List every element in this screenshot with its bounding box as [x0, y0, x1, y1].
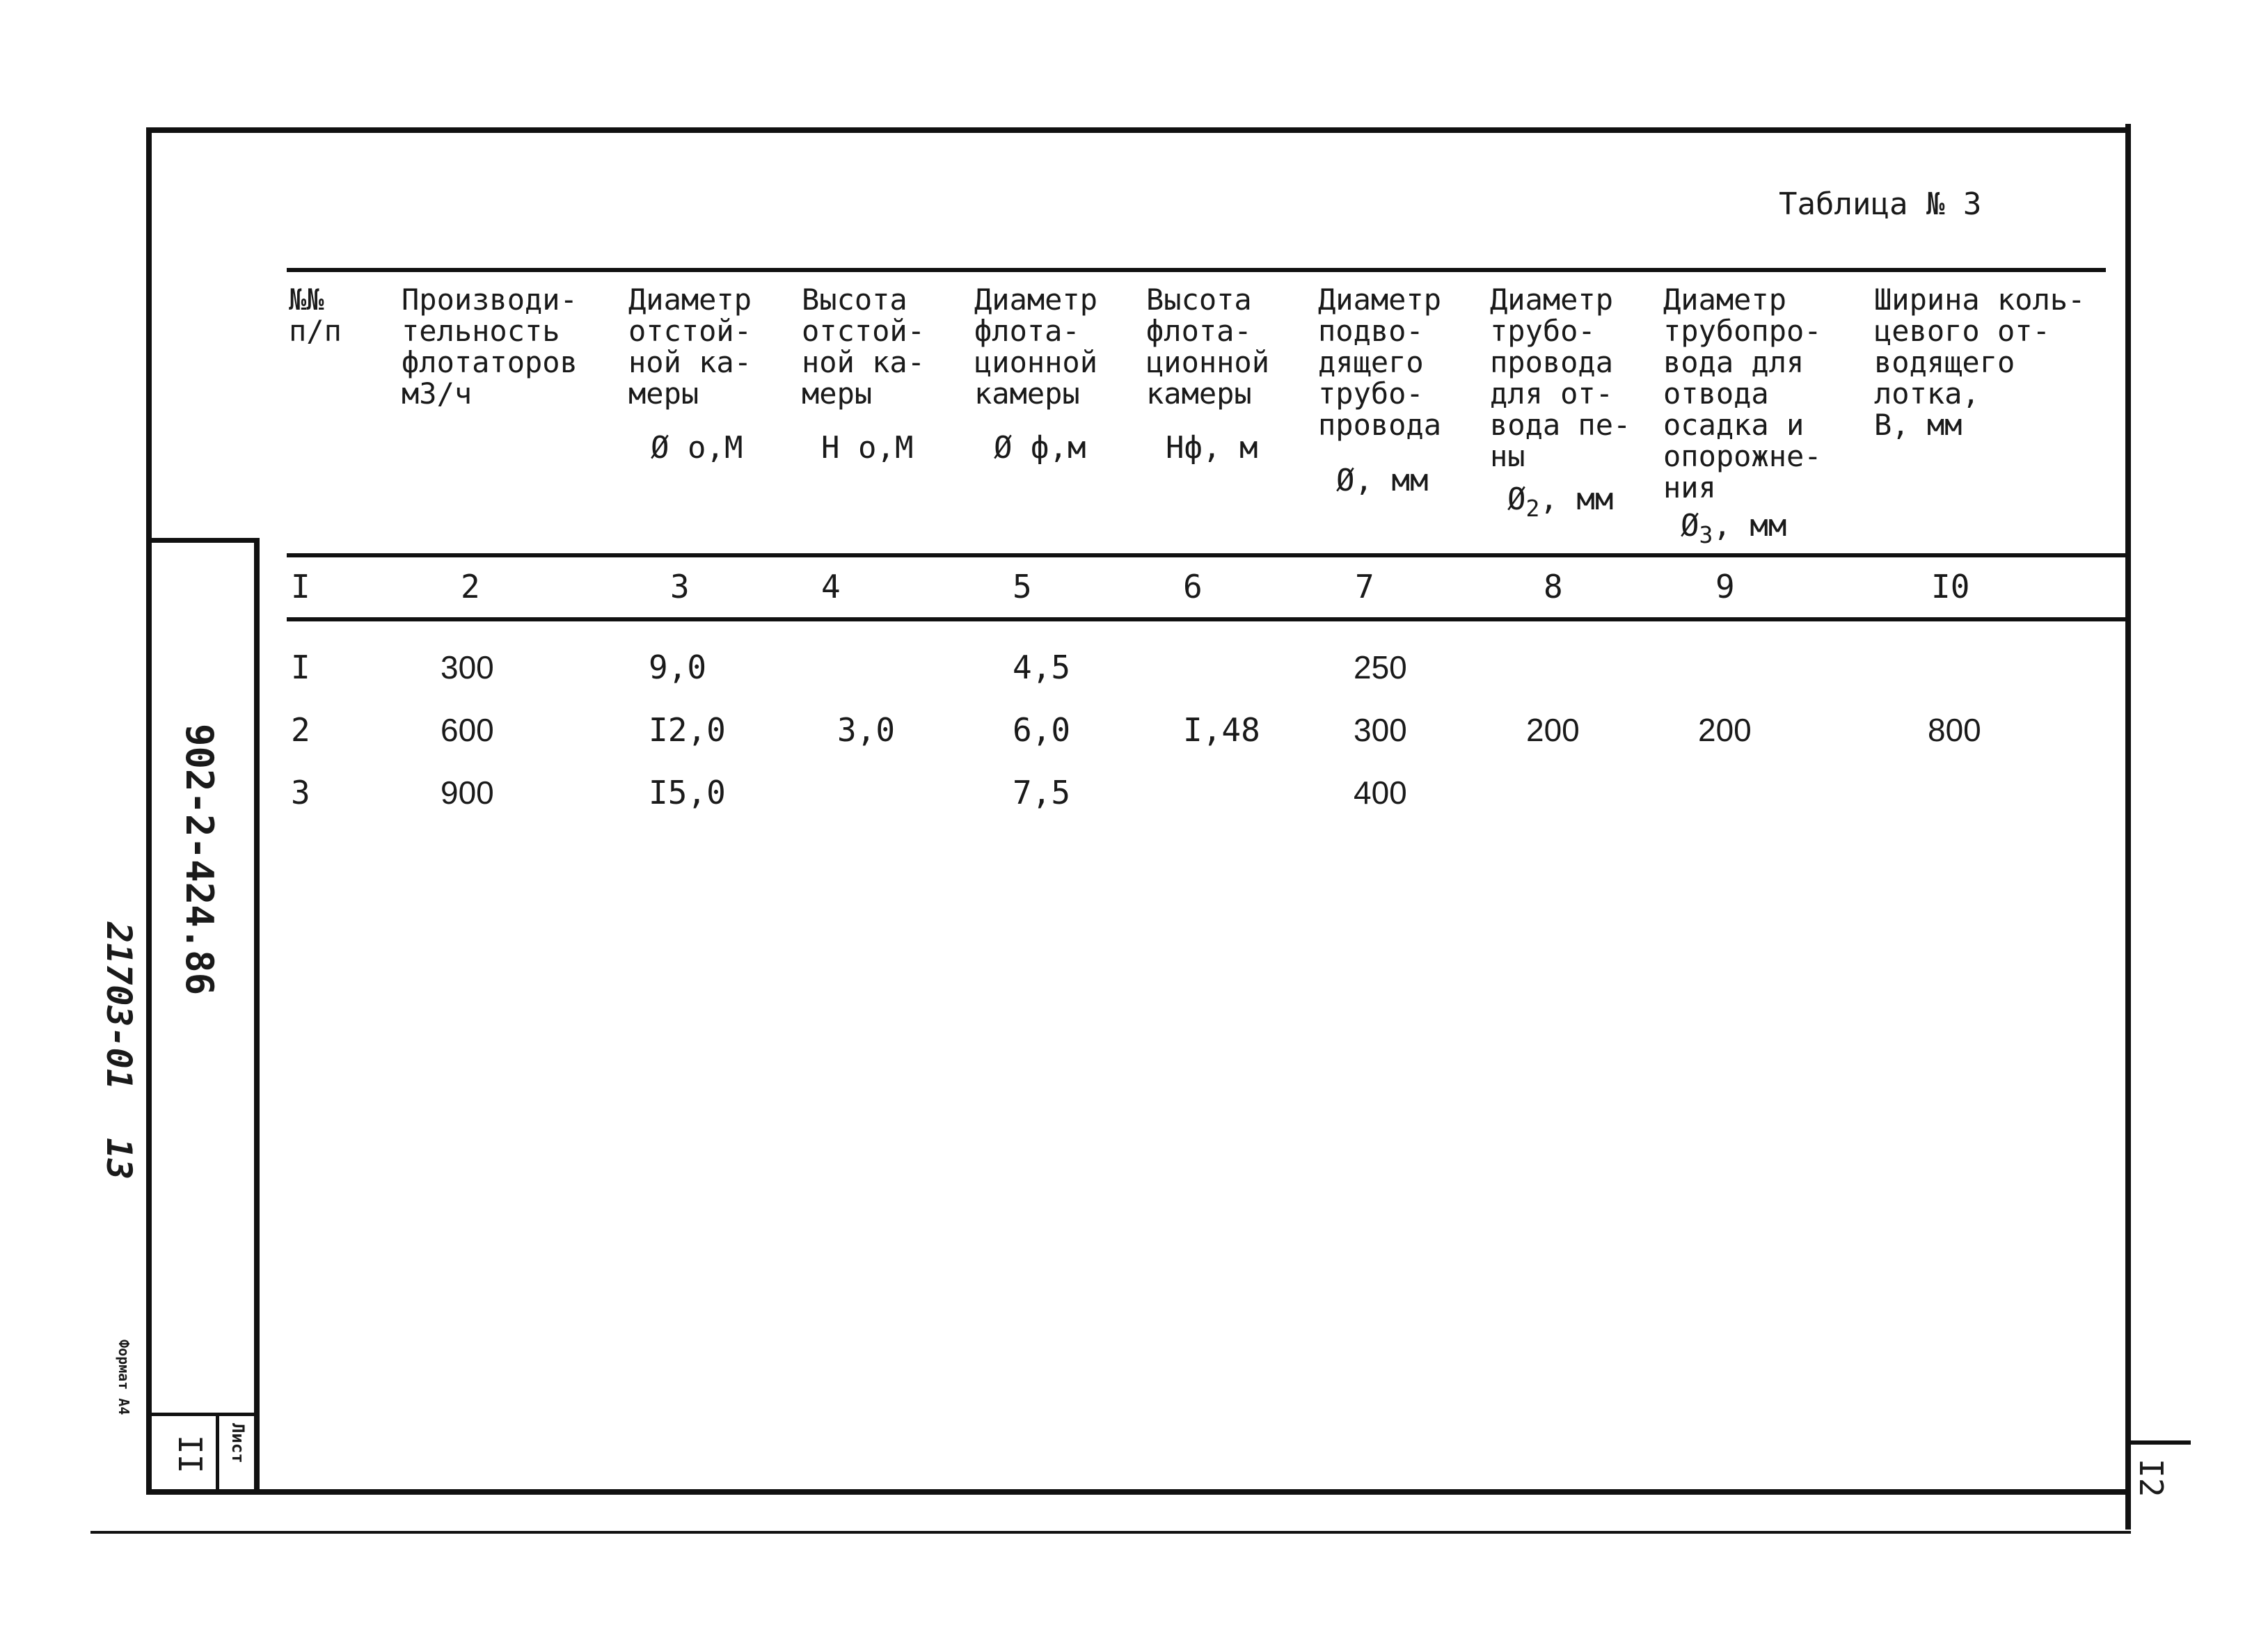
- row-1-inlet-pipe: 250: [1354, 649, 1407, 685]
- frame-bottom-border: [146, 1489, 2131, 1495]
- header-col-9: Диаметр трубопро- вода для отвода осадка и опорожне- ния: [1663, 283, 1822, 505]
- column-number-5: 5: [1013, 568, 1032, 605]
- header-symbol-col-5: Ø ф,м: [994, 430, 1086, 466]
- header-col-10: Ширина коль- цевого от- водящего лотка, В, мм: [1874, 283, 2086, 442]
- column-number-1: I: [291, 568, 310, 605]
- margin-inventory-number: 21703-01: [99, 922, 139, 1090]
- column-number-9: 9: [1715, 568, 1735, 605]
- column-number-7: 7: [1355, 568, 1374, 605]
- stamp-sheet-vdivider: [216, 1413, 219, 1493]
- header-symbol-col-4: Н о,М: [821, 430, 914, 466]
- header-col-6: Высота флота- ционной камеры: [1146, 283, 1270, 411]
- header-col-5: Диаметр флота- ционной камеры: [974, 283, 1098, 411]
- row-2-flotation-height: I,48: [1183, 711, 1260, 749]
- row-2-foam-pipe: 200: [1526, 712, 1580, 748]
- row-1-number: I: [291, 649, 310, 686]
- column-number-10: I0: [1931, 568, 1970, 605]
- row-2-number: 2: [291, 711, 310, 749]
- header-col-8: Диаметр трубо- провода для от- вода пе- ны: [1490, 283, 1631, 473]
- page-number: I2: [2132, 1459, 2170, 1498]
- margin-copy-number: 13: [99, 1138, 139, 1180]
- column-number-8: 8: [1544, 568, 1563, 605]
- table-title: Таблица № 3: [1779, 186, 1982, 222]
- header-symbol-col-9: $Ø_3$, мм: [1681, 508, 1787, 548]
- row-2-settling-diameter: I2,0: [649, 711, 726, 749]
- header-col-2: Производи- тельность флотаторов м3/ч: [402, 283, 578, 411]
- row-3-number: 3: [291, 774, 310, 811]
- stamp-sheet-number: II: [171, 1435, 209, 1474]
- frame-top-border: [146, 127, 2131, 133]
- outer-bottom-line: [90, 1531, 2131, 1534]
- row-2-capacity: 600: [441, 712, 494, 748]
- header-symbol-col-6: Нф, м: [1166, 430, 1258, 466]
- row-2-flotation-diameter: 6,0: [1013, 711, 1071, 749]
- stamp-right-border: [254, 538, 260, 1495]
- row-1-flotation-diameter: 4,5: [1013, 649, 1071, 686]
- header-col-7: Диаметр подво- дящего трубо- провода: [1318, 283, 1442, 442]
- header-col-1: №№ п/п: [289, 283, 342, 348]
- margin-format-label: Формат А4: [116, 1340, 132, 1415]
- header-symbol-col-7: Ø, мм: [1336, 463, 1429, 498]
- stamp-sheet-divider: [146, 1413, 259, 1416]
- stamp-top-border: [146, 538, 259, 543]
- column-number-4: 4: [821, 568, 841, 605]
- stamp-sheet-label: Лист: [228, 1423, 248, 1463]
- row-3-settling-diameter: I5,0: [649, 774, 726, 811]
- row-2-settling-height: 3,0: [837, 711, 896, 749]
- column-number-6: 6: [1183, 568, 1203, 605]
- row-2-sludge-pipe: 200: [1698, 712, 1752, 748]
- header-symbol-col-8: $Ø_2$, мм: [1507, 482, 1614, 522]
- frame-right-border: [2125, 124, 2131, 1530]
- frame-left-border: [146, 127, 152, 1495]
- row-3-capacity: 900: [441, 775, 494, 811]
- row-2-tray-width: 800: [1928, 712, 1981, 748]
- row-1-settling-diameter: 9,0: [649, 649, 707, 686]
- row-1-capacity: 300: [441, 649, 494, 685]
- header-col-4: Высота отстой- ной ка- меры: [802, 283, 926, 411]
- table-header-rule: [287, 553, 2128, 557]
- row-2-inlet-pipe: 300: [1354, 712, 1407, 748]
- column-number-3: 3: [670, 568, 690, 605]
- row-3-flotation-diameter: 7,5: [1013, 774, 1071, 811]
- table-top-rule: [287, 268, 2106, 272]
- page-tab-line: [2128, 1440, 2191, 1445]
- stamp-doc-code: 902-2-424.86: [177, 724, 221, 996]
- header-symbol-col-3: Ø о,М: [651, 430, 743, 466]
- table-numbers-rule: [287, 617, 2128, 621]
- header-col-3: Диаметр отстой- ной ка- меры: [628, 283, 752, 411]
- row-3-inlet-pipe: 400: [1354, 775, 1407, 811]
- column-number-2: 2: [461, 568, 480, 605]
